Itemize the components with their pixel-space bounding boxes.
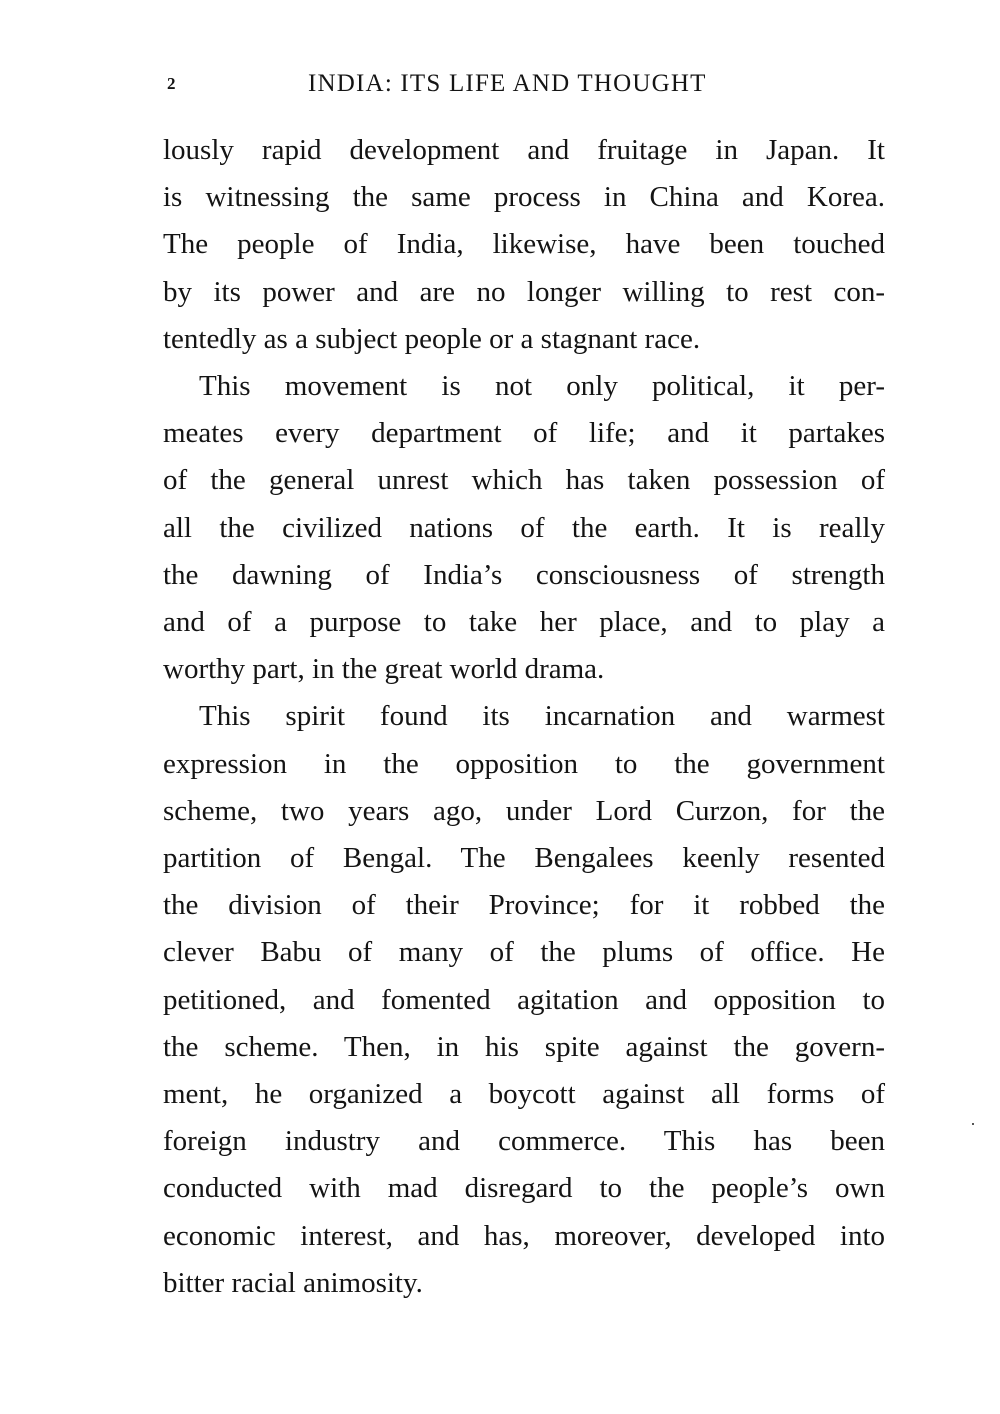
text-line: of the general unrest which has taken possession of	[163, 464, 885, 497]
text-line: the scheme. Then, in his spite against the govern-	[163, 1030, 885, 1063]
text-line: tentedly as a subject people or a stagnant race.	[163, 322, 701, 355]
paragraph-2	[163, 363, 885, 693]
text-line: petitioned, and fomented agitation and opposition to	[163, 983, 885, 1016]
text-line: all the civilized nations of the earth. It is really	[163, 511, 885, 544]
text-line: ment, he organized a boycott against all forms of	[163, 1078, 885, 1111]
scan-speck	[972, 1123, 974, 1125]
text-line: and of a purpose to take her place, and to play a	[163, 606, 885, 639]
text-line: The people of India, likewise, have been touched	[163, 228, 885, 261]
text-line: partition of Bengal. The Bengalees keenly resented	[163, 842, 885, 875]
text-line: meates every department of life; and it partakes	[163, 417, 885, 450]
text-line: This spirit found its incarnation and warmest	[199, 700, 885, 733]
text-line: scheme, two years ago, under Lord Curzon, for the	[163, 794, 885, 827]
text-line: clever Babu of many of the plums of office. He	[163, 936, 885, 969]
paragraph-3	[163, 693, 885, 1307]
running-head	[163, 70, 885, 102]
running-head-title: INDIA: ITS LIFE AND THOUGHT	[308, 70, 707, 97]
text-line: worthy part, in the great world drama.	[163, 653, 605, 686]
text-line: This movement is not only political, it per-	[199, 370, 885, 403]
text-line: bitter racial animosity.	[163, 1266, 423, 1299]
text-line: economic interest, and has, moreover, developed into	[163, 1219, 885, 1252]
text-line: lously rapid development and fruitage in Japan. It	[163, 134, 885, 166]
page-number: 2	[167, 74, 177, 93]
paragraph-1	[163, 127, 885, 363]
body-text	[163, 127, 885, 1307]
text-line: the dawning of India’s consciousness of strength	[163, 558, 885, 591]
text-line: foreign industry and commerce. This has been	[163, 1125, 885, 1158]
text-line: the division of their Province; for it robbed the	[163, 889, 885, 922]
text-line: expression in the opposition to the government	[163, 747, 885, 780]
text-line: by its power and are no longer willing to rest con-	[163, 275, 885, 308]
text-line: is witnessing the same process in China and Korea.	[163, 181, 885, 214]
text-line: conducted with mad disregard to the people’s own	[163, 1172, 885, 1205]
